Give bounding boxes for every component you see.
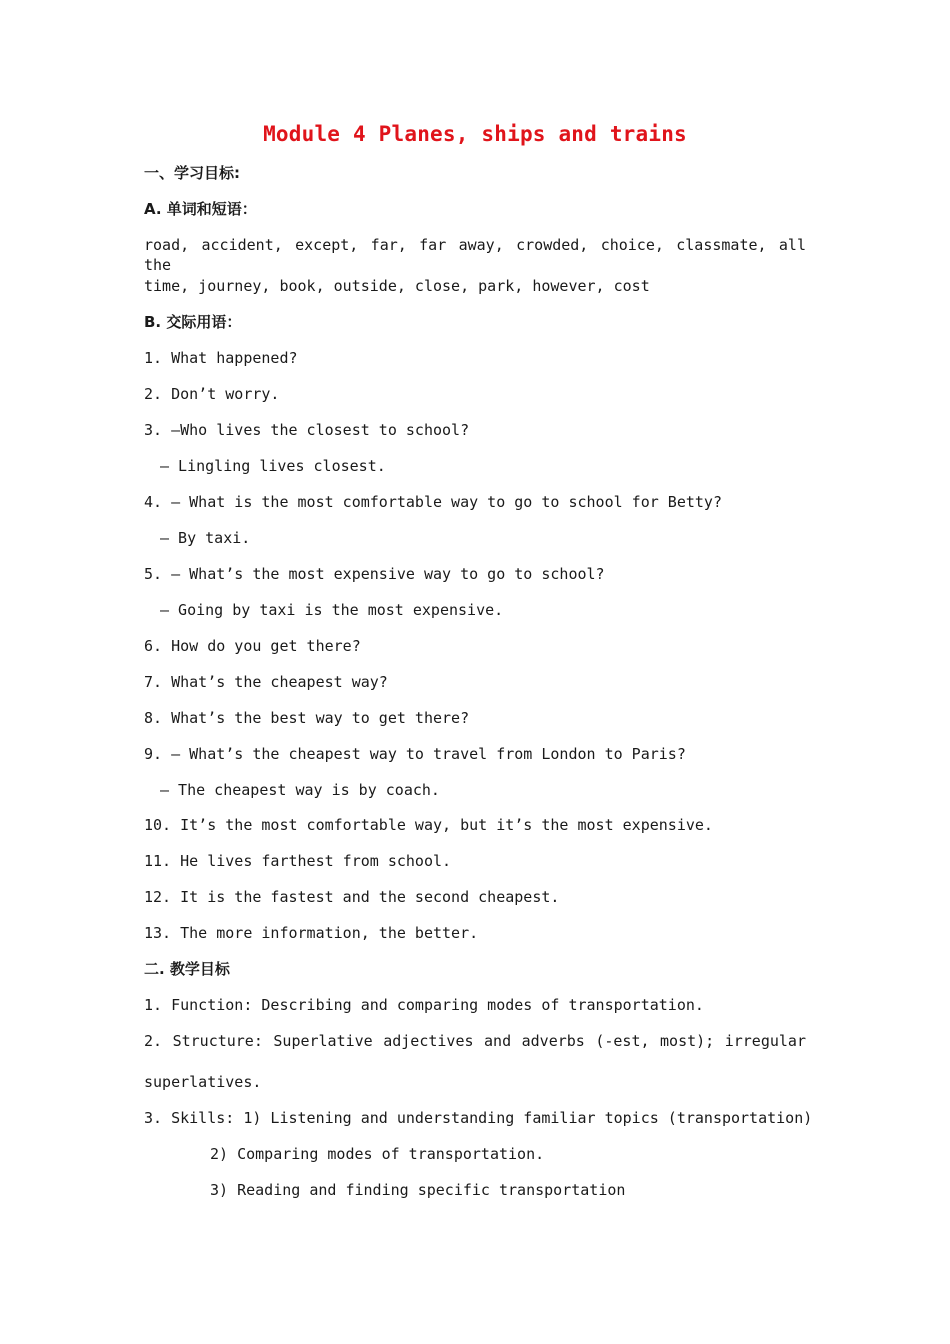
phrase-item: 11. He lives farthest from school.	[144, 852, 452, 870]
phrase-item: 3. —Who lives the closest to school?	[144, 421, 470, 439]
phrase-answer: — The cheapest way is by coach.	[160, 781, 440, 799]
teaching-item: superlatives.	[144, 1073, 262, 1091]
phrase-answer: — Going by taxi is the most expensive.	[160, 601, 504, 619]
teaching-item: 3. Skills: 1) Listening and understanding familiar topics (transportation)	[144, 1109, 813, 1127]
teaching-subitem: 2) Comparing modes of transportation.	[210, 1145, 545, 1163]
phrase-answer: — By taxi.	[160, 529, 251, 547]
phrase-item: 2. Don’t worry.	[144, 385, 280, 403]
phrase-item: 12. It is the fastest and the second cheapest.	[144, 888, 560, 906]
goals-heading: 一、学习目标:	[144, 164, 240, 182]
phrase-item: 10. It’s the most comfortable way, but it’s the most expensive.	[144, 816, 713, 834]
phrase-item: 1. What happened?	[144, 349, 298, 367]
phrase-answer: — Lingling lives closest.	[160, 457, 386, 475]
teaching-item: 1. Function: Describing and comparing modes of transportation.	[144, 996, 704, 1014]
vocab-line: time, journey, book, outside, close, park, however, cost	[144, 277, 650, 295]
phrase-item: 8. What’s the best way to get there?	[144, 709, 470, 727]
phrase-item: 4. — What is the most comfortable way to go to school for Betty?	[144, 493, 722, 511]
phrase-item: 6. How do you get there?	[144, 637, 361, 655]
teaching-heading: 二. 教学目标	[144, 960, 230, 978]
phrase-item: 13. The more information, the better.	[144, 924, 479, 942]
phrases-heading: B. 交际用语：	[144, 313, 242, 331]
teaching-item: 2. Structure: Superlative adjectives and adverbs (-est, most); irregular	[144, 1032, 806, 1050]
phrase-item: 5. — What’s the most expensive way to go to school?	[144, 565, 605, 583]
vocab-line: road, accident, except, far, far away, crowded, choice, classmate, all the	[144, 236, 806, 274]
page-title: Module 4 Planes, ships and trains	[263, 122, 687, 146]
vocab-heading: A. 单词和短语：	[144, 200, 257, 218]
phrase-item: 7. What’s the cheapest way?	[144, 673, 388, 691]
teaching-subitem: 3) Reading and finding specific transportation	[210, 1181, 626, 1199]
phrase-item: 9. — What’s the cheapest way to travel from London to Paris?	[144, 745, 686, 763]
